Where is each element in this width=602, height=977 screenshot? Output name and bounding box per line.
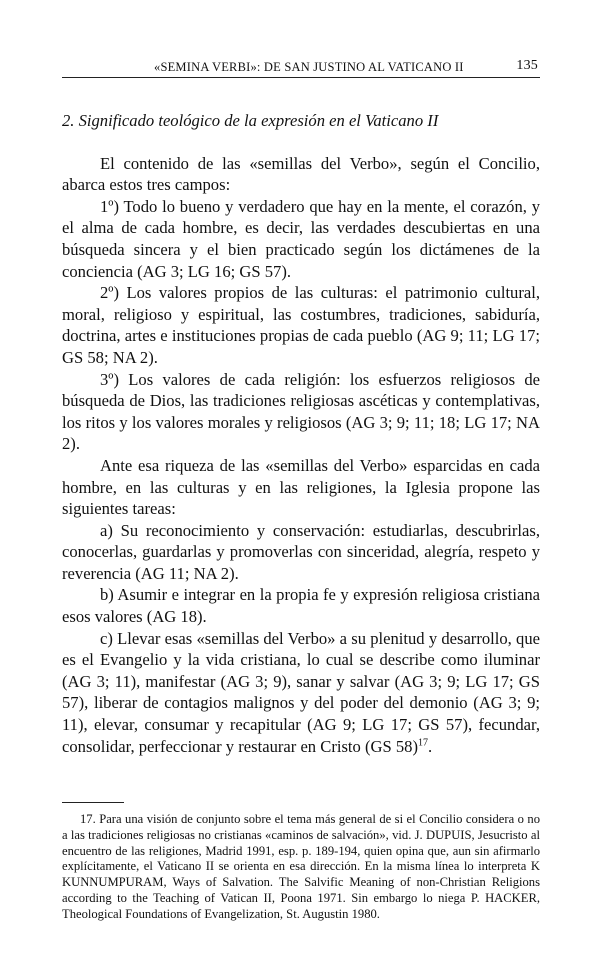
footnote-reference[interactable]: 17: [417, 737, 428, 749]
section-heading: 2. Significado teológico de la expresión en el Vaticano II: [62, 111, 439, 130]
paragraph-point-2: 2º) Los valores propios de las culturas: el patrimonio cultural, moral, religioso y espiritual, las costumbres, tradiciones, sabiduría, doctrina, artes e instituciones propias de cada pueblo (AG 9; 11; LG 17; GS 58; NA 2).: [62, 283, 540, 367]
running-title: «SEMINA VERBI»: DE SAN JUSTINO AL VATICANO II: [154, 60, 464, 74]
header-rule: [62, 77, 540, 78]
footnote-17: 17. Para una visión de conjunto sobre el tema más general de si el Concilio considera o no a las tradiciones religiosas no cristianas «caminos de salvación», vid. J. DUPUIS, Jesucristo al encuentro de las religiones, Madrid 1991, esp. p. 189-194, quien opina que, aun sin afirmarlo explícitamente, el Vaticano II se orienta en esa dirección. En la misma línea lo interpreta K KUNNUMPURAM, Ways of Salvation. The Salvific Meaning of non-Christian Religions according to the Teaching of Vatican II, Poona 1971. Sin embargo lo niega P. HACKER, Theological Foundations of Evangelization, St. Augustin 1980.: [62, 812, 540, 921]
main-text: [62, 110, 540, 757]
paragraph-point-3: 3º) Los valores de cada religión: los esfuerzos religiosos de búsqueda de Dios, las tradiciones religiosas ascéticas y contemplativas, los ritos y los valores morales y religiosos (AG 3; 9; 11; 18; LG 17; NA 2).: [62, 369, 540, 454]
paragraph-task-a: a) Su reconocimiento y conservación: estudiarlas, descubrirlas, conocerlas, guardarlas y promoverlas con sinceridad, alegría, respeto y reverencia (AG 11; NA 2).: [62, 520, 540, 583]
paragraph-task-c: [62, 628, 540, 758]
paragraph-task-c-text: c) Llevar esas «semillas del Verbo» a su plenitud y desarrollo, que es el Evangelio y la vida cristiana, lo cual se describe como iluminar (AG 3; 11), manifestar (AG 3; 9), sanar y salvar (AG 3; 9; LG 17; GS 57), liberar de contagios malignos y del poder del demonio (AG 3; 9; 11), elevar, consumar y recapitular (AG 9; LG 17; GS 57), fecundar, consolidar, perfeccionar y restaurar en Cristo (GS 58): [62, 628, 540, 756]
page-number: 135: [516, 58, 538, 73]
paragraph-task-b: b) Asumir e integrar en la propia fe y expresión religiosa cristiana esos valores (AG 18).: [62, 585, 540, 627]
footnote-rule: [62, 802, 124, 803]
paragraph-tasks-intro: Ante esa riqueza de las «semillas del Verbo» esparcidas en cada hombre, en las culturas y en las religiones, la Iglesia propone las siguientes tareas:: [62, 455, 540, 519]
paragraph-intro: El contenido de las «semillas del Verbo», según el Concilio, abarca estos tres campos:: [62, 153, 540, 195]
paragraph-point-1: 1º) Todo lo bueno y verdadero que hay en la mente, el corazón, y el alma de cada hombre, es decir, las verdades descubiertas en una búsqueda sincera y el bien practicado según los dictámenes de la conciencia (AG 3; LG 16; GS 57).: [62, 196, 540, 281]
page-header: [62, 58, 540, 78]
paragraph-task-c-end: .: [427, 736, 433, 756]
